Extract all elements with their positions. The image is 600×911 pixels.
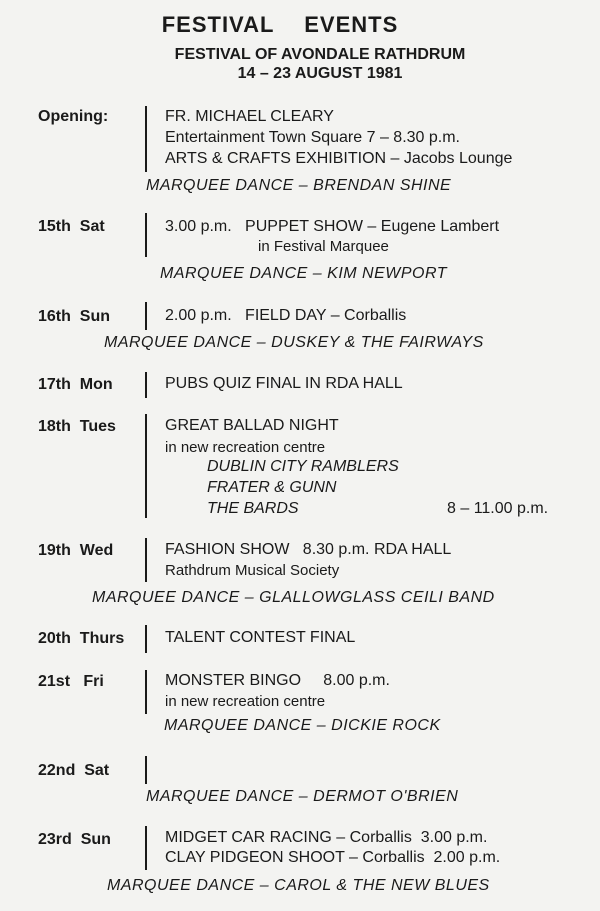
- event-day: 15th Sat: [38, 218, 105, 235]
- marquee-dance: MARQUEE DANCE – DICKIE ROCK: [164, 717, 441, 734]
- event-line: Rathdrum Musical Society: [165, 562, 340, 579]
- divider-bar: [145, 213, 147, 257]
- divider-bar: [145, 625, 147, 653]
- marquee-dance: MARQUEE DANCE – BRENDAN SHINE: [146, 177, 452, 194]
- marquee-dance: MARQUEE DANCE – KIM NEWPORT: [160, 265, 448, 282]
- subtitle-dates: 14 – 23 AUGUST 1981: [237, 65, 403, 82]
- event-line: CLAY PIDGEON SHOOT – Corballis 2.00 p.m.: [165, 849, 501, 866]
- event-line: MIDGET CAR RACING – Corballis 3.00 p.m.: [165, 829, 488, 846]
- divider-bar: [145, 670, 147, 714]
- divider-bar: [145, 756, 147, 784]
- marquee-dance: MARQUEE DANCE – DERMOT O'BRIEN: [146, 788, 459, 805]
- page-subtitle: [0, 45, 600, 83]
- divider-bar: [145, 538, 147, 582]
- event-line: GREAT BALLAD NIGHT: [165, 417, 339, 434]
- ballad-act: THE BARDS: [207, 500, 299, 517]
- event-day: 23rd Sun: [38, 831, 111, 848]
- divider-bar: [145, 302, 147, 330]
- event-line: 3.00 p.m. PUPPET SHOW – Eugene Lambert: [165, 218, 500, 235]
- event-day: 21st Fri: [38, 673, 104, 690]
- event-line: in Festival Marquee: [258, 238, 389, 255]
- divider-bar: [145, 826, 147, 870]
- event-day: 19th Wed: [38, 542, 114, 559]
- event-day: 16th Sun: [38, 308, 111, 325]
- event-line: TALENT CONTEST FINAL: [165, 629, 356, 646]
- event-line: PUBS QUIZ FINAL IN RDA HALL: [165, 375, 403, 392]
- event-day: 17th Mon: [38, 376, 113, 393]
- event-line: FR. MICHAEL CLEARY: [165, 108, 334, 125]
- page-title: FESTIVAL EVENTS: [161, 12, 399, 37]
- marquee-dance: MARQUEE DANCE – DUSKEY & THE FAIRWAYS: [104, 334, 484, 351]
- event-time: 8 – 11.00 p.m.: [447, 500, 549, 517]
- event-day: 22nd Sat: [38, 762, 110, 779]
- event-line: MONSTER BINGO 8.00 p.m.: [165, 672, 390, 689]
- ballad-act: FRATER & GUNN: [207, 479, 337, 496]
- divider-bar: [145, 372, 147, 398]
- event-line: in new recreation centre: [165, 439, 326, 456]
- event-line: 2.00 p.m. FIELD DAY – Corballis: [165, 307, 407, 324]
- event-day: Opening:: [38, 108, 109, 125]
- event-line: Entertainment Town Square 7 – 8.30 p.m.: [165, 129, 460, 146]
- event-day: 20th Thurs: [38, 630, 125, 647]
- ballad-act: DUBLIN CITY RAMBLERS: [207, 458, 399, 475]
- event-line: in new recreation centre: [165, 693, 326, 710]
- subtitle-festival-name: FESTIVAL OF AVONDALE RATHDRUM: [174, 46, 466, 63]
- divider-bar: [145, 106, 147, 172]
- event-day: 18th Tues: [38, 418, 116, 435]
- event-line: FASHION SHOW 8.30 p.m. RDA HALL: [165, 541, 452, 558]
- divider-bar: [145, 414, 147, 518]
- marquee-dance: MARQUEE DANCE – GLALLOWGLASS CEILI BAND: [92, 589, 495, 606]
- marquee-dance: MARQUEE DANCE – CAROL & THE NEW BLUES: [107, 877, 490, 894]
- event-line: ARTS & CRAFTS EXHIBITION – Jacobs Lounge: [165, 150, 513, 167]
